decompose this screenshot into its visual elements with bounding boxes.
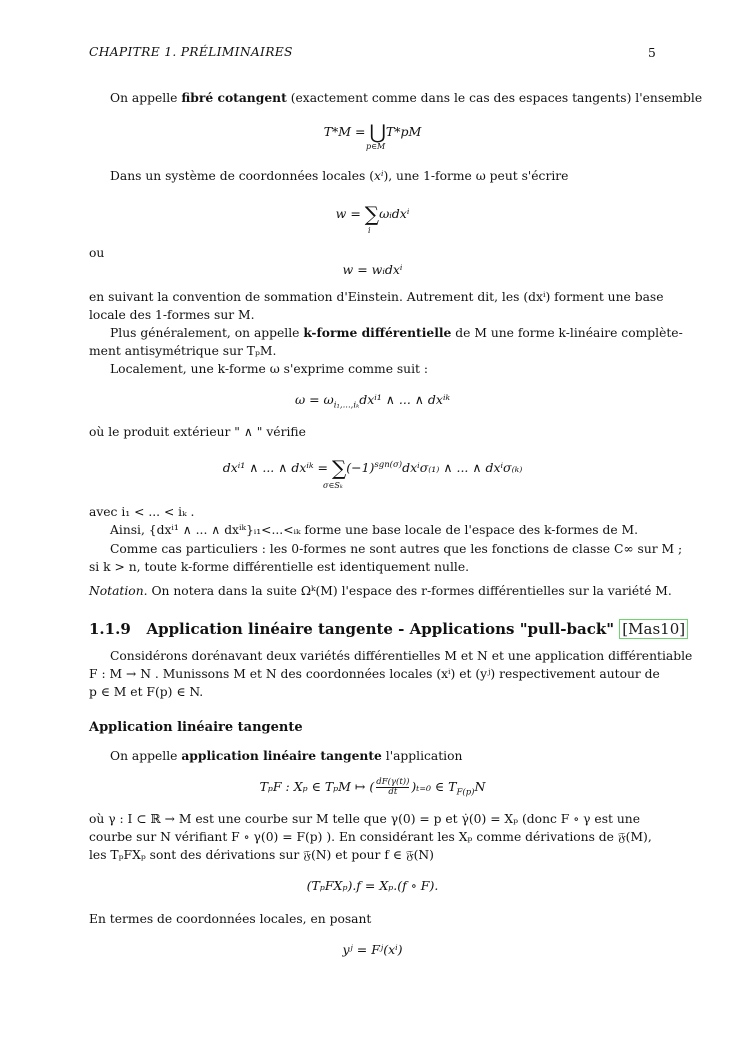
citation-link[interactable]: [Mas10] <box>619 619 688 639</box>
paragraph-einstein-line2: locale des 1-formes sur M. <box>89 308 255 322</box>
paragraph-considerons-line2: F : M → N . Munissons M et N des coordonnées locales (xⁱ) et (yʲ) respectivement autour de <box>89 667 660 681</box>
sum-symbol: ∑ <box>364 202 380 226</box>
eq-subscript: i₁,...,iₖ <box>333 400 360 411</box>
eq-rhs: dxⁱ¹ ∧ ... ∧ dxⁱᵏ <box>359 392 451 407</box>
var: xⁱ <box>374 169 384 183</box>
text: On appelle <box>110 91 182 105</box>
paragraph-wedge: où le produit extérieur " ∧ " vérifie <box>89 425 306 439</box>
text: On appelle <box>110 749 182 763</box>
text: Dans un système de coordonnées locales ( <box>110 169 375 183</box>
eq-lhs: w = <box>335 206 365 221</box>
sum-symbol: ∑ <box>331 456 347 480</box>
notation-text: On notera dans la suite Ωᵏ(M) l'espace des r-formes différentielles sur la variété M. <box>147 584 672 598</box>
paragraph-curve-line2: courbe sur N vérifiant F ∘ γ(0) = F(p) ). En considérant les Xₚ comme dérivations de 𝔉(M), <box>89 830 652 844</box>
union-symbol: ⋃ <box>369 120 386 144</box>
bold-term: fibré cotangent <box>181 90 287 105</box>
equation-einstein: w = wᵢdxⁱ <box>342 262 403 277</box>
eq-rhs: ωᵢdxⁱ <box>379 206 410 221</box>
eq-lhs: TₚF : Xₚ ∈ TₚM ↦ ( <box>259 779 375 794</box>
page-number: 5 <box>648 46 656 60</box>
fraction <box>376 778 409 797</box>
running-header: CHAPITRE 1. PRÉLIMINAIRES <box>89 45 293 59</box>
eq-lhs: T*M = <box>323 124 370 139</box>
paragraph-considerons: Considérons dorénavant deux variétés différentielles M et N et une application différentiable <box>110 649 693 663</box>
paragraph-local-expression: Localement, une k-forme ω s'exprime comme suit : <box>110 362 429 376</box>
text: l'application <box>381 749 463 763</box>
equation-k-form <box>0 392 745 411</box>
paragraph-en-termes: En termes de coordonnées locales, en posant <box>89 912 372 926</box>
eq-rhs: T*pM <box>385 124 422 139</box>
word-ou: ou <box>89 246 105 260</box>
subsection-heading: Application linéaire tangente <box>89 720 303 735</box>
notation-paragraph <box>89 582 672 600</box>
notation-label: Notation. <box>89 584 148 598</box>
text: de M une forme k-linéaire complète- <box>451 326 683 340</box>
eq-under-index: i <box>368 226 371 235</box>
paragraph-einstein-line1: en suivant la convention de sommation d'Einstein. Autrement dit, les (dxⁱ) forment une base <box>89 290 664 304</box>
equation-coordinates: yʲ = Fʲ(xⁱ) <box>342 942 403 957</box>
paragraph-fibre-cotangent <box>110 89 702 107</box>
paragraph-curve-line1: où γ : I ⊂ ℝ → M est une courbe sur M telle que γ(0) = p et γ̇(0) = Xₚ (donc F ∘ γ est une <box>89 812 640 826</box>
paragraph-cas-particuliers: Comme cas particuliers : les 0-formes ne sont autres que les fonctions de classe C∞ sur M ; <box>110 542 683 556</box>
paragraph-local-coords <box>110 167 568 185</box>
paragraph-curve-line3: les TₚFXₚ sont des dérivations sur 𝔉(N) et pour f ∈ 𝔉(N) <box>89 848 434 862</box>
eq-lhs: dxⁱ¹ ∧ ... ∧ dxⁱᵏ = <box>222 460 332 475</box>
section-title: Application linéaire tangente - Applications "pull-back" <box>146 620 620 638</box>
paragraph-k-form <box>110 324 683 342</box>
eq-end: N <box>474 779 486 794</box>
equation-form-sum <box>0 202 745 226</box>
text: Plus généralement, on appelle <box>110 326 304 340</box>
bold-term: application linéaire tangente <box>181 748 382 763</box>
section-heading <box>89 620 688 638</box>
eq-exponent: sgn(σ) <box>374 459 403 470</box>
paragraph-k-form-line2: ment antisymétrique sur TₚM. <box>89 344 277 358</box>
equation-derivation: (TₚFXₚ).f = Xₚ.(f ∘ F). <box>306 878 439 893</box>
eq-tail: dxⁱσ₍₁₎ ∧ ... ∧ dxⁱσ₍ₖ₎ <box>402 460 523 475</box>
eq-under-index: σ∈Sₖ <box>323 481 343 490</box>
section-number: 1.1.9 <box>89 620 131 638</box>
eq-under-index: p∈M <box>366 142 386 151</box>
paragraph-cas-particuliers-line2: si k > n, toute k-forme différentielle est identiquement nulle. <box>89 560 470 574</box>
eq-lhs: ω = ω <box>294 392 334 407</box>
paragraph-ainsi: Ainsi, {dxⁱ¹ ∧ ... ∧ dxⁱᵏ}ᵢ₁<...<ᵢₖ forme une base locale de l'espace des k-formes de M. <box>110 523 639 537</box>
eq-rhs: )ₜ₌₀ ∈ T <box>411 779 457 794</box>
eq-subscript: F(p) <box>456 787 475 798</box>
paragraph-definition <box>110 747 462 765</box>
fraction-numerator: dF(γ(t)) <box>376 777 410 787</box>
text: (exactement comme dans le cas des espaces tangents) l'ensemble <box>286 91 703 105</box>
equation-wedge-antisym <box>0 456 745 480</box>
eq-sign: (−1) <box>346 460 375 475</box>
bold-term: k-forme différentielle <box>303 325 452 340</box>
fraction-denominator: dt <box>388 787 398 797</box>
paragraph-avec: avec i₁ < ... < iₖ . <box>89 505 195 519</box>
equation-cotangent-bundle <box>0 120 745 144</box>
paragraph-considerons-line3: p ∈ M et F(p) ∈ N. <box>89 685 204 699</box>
equation-tangent-map <box>0 778 745 797</box>
text: ), une 1-forme ω peut s'écrire <box>383 169 569 183</box>
